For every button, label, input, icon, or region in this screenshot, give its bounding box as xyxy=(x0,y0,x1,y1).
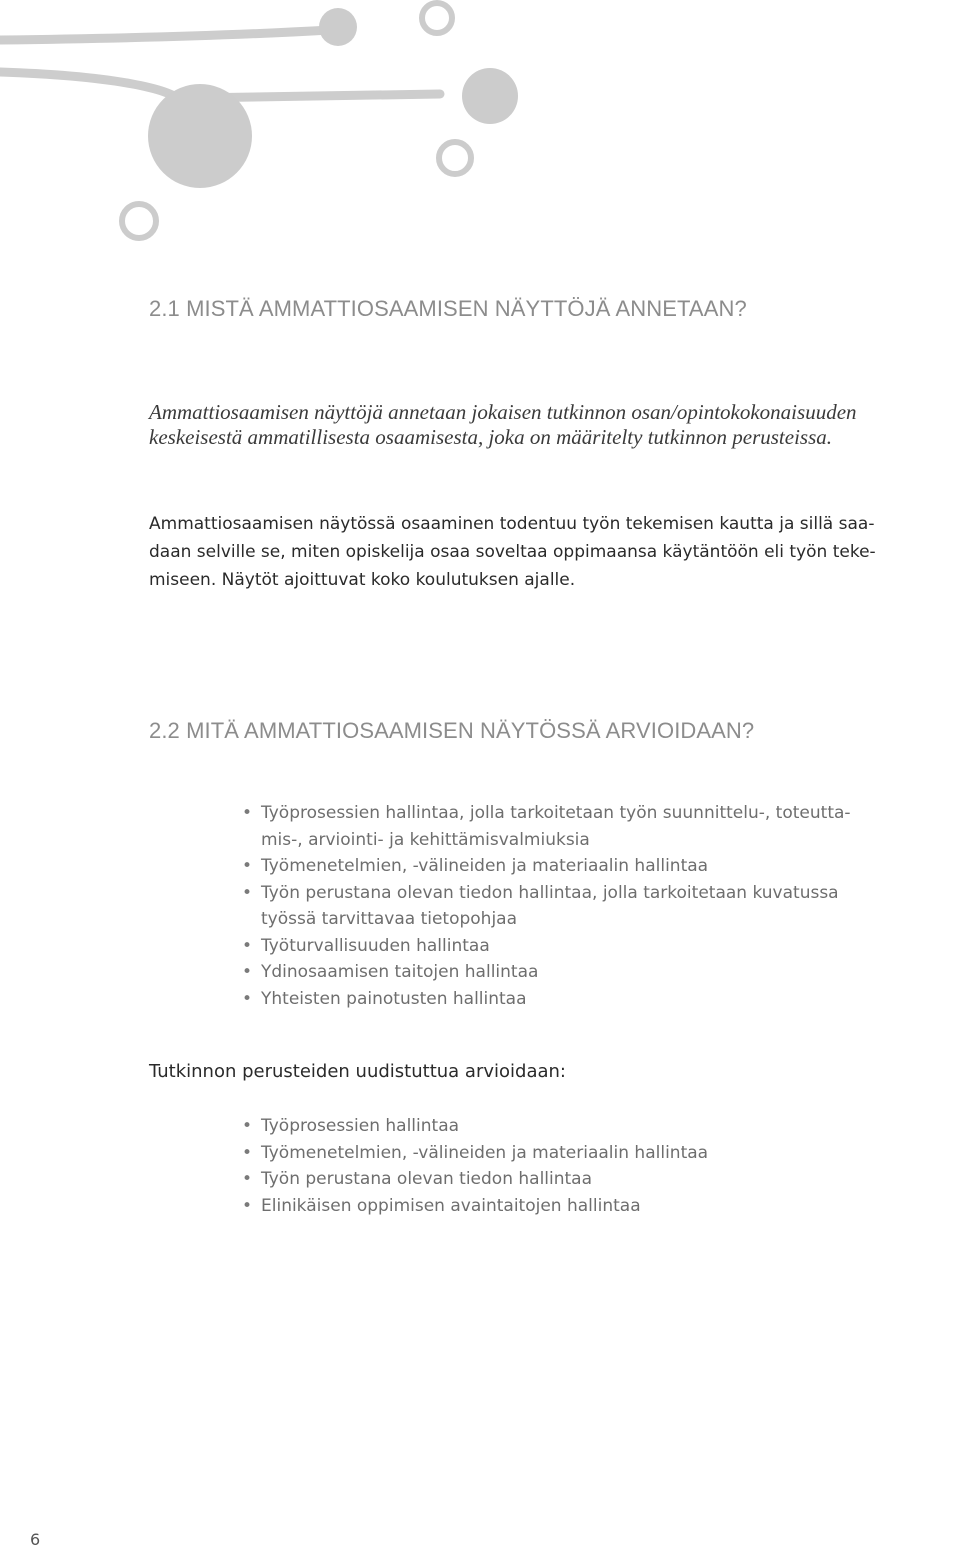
bullet-icon: • xyxy=(242,856,253,876)
list-item-text: Työprosessien hallintaa xyxy=(261,1116,460,1136)
decor-curve-2 xyxy=(0,72,180,100)
bullet-icon: • xyxy=(242,962,253,982)
list-item-text: Työn perustana olevan tiedon hallintaa, jolla tarkoitetaan kuvatussa xyxy=(261,882,839,903)
section-1-body xyxy=(149,510,957,594)
decor-ring-right xyxy=(439,142,471,174)
decorative-circles-graphic xyxy=(0,0,960,260)
body-line: daan selville se, miten opiskelija osaa soveltaa oppimaansa käytäntöön eli työn teke- xyxy=(149,542,876,562)
bullet-icon: • xyxy=(242,1116,253,1136)
bullet-icon: • xyxy=(242,935,253,956)
body-line: miseen. Näytöt ajoittuvat koko koulutuksen ajalle. xyxy=(149,570,576,590)
list-item-text: Elinikäisen oppimisen avaintaitojen hallintaa xyxy=(261,1195,641,1216)
body-line: Ammattiosaamisen näytössä osaaminen todentuu työn tekemisen kautta ja sillä saa- xyxy=(149,514,875,534)
renewed-criteria-subheading: Tutkinnon perusteiden uudistuttua arvioidaan: xyxy=(149,1061,566,1082)
list-item-text: Yhteisten painotusten hallintaa xyxy=(261,988,527,1009)
bullet-icon: • xyxy=(242,803,253,823)
list-item xyxy=(242,1113,708,1140)
section-1-heading: 2.1 MISTÄ AMMATTIOSAAMISEN NÄYTTÖJÄ ANNETAAN? xyxy=(149,296,747,321)
list-item xyxy=(242,1166,708,1193)
section-2-heading: 2.2 MITÄ AMMATTIOSAAMISEN NÄYTÖSSÄ ARVIOIDAAN? xyxy=(149,718,755,743)
list-item-text: Työprosessien hallintaa, jolla tarkoitetaan työn suunnittelu-, toteutta- xyxy=(261,803,851,823)
decor-curve-1 xyxy=(0,30,330,40)
bullet-icon: • xyxy=(242,1195,253,1216)
intro-line: Ammattiosaamisen näyttöjä annetaan jokaisen tutkinnon osan/opintokokonaisuuden xyxy=(149,400,857,424)
decor-circle-filled-mid xyxy=(462,68,518,124)
bullet-icon: • xyxy=(242,882,253,903)
list-item-text: Työn perustana olevan tiedon hallintaa xyxy=(261,1169,593,1189)
list-item xyxy=(242,853,851,880)
list-item xyxy=(242,933,851,960)
intro-line: keskeisestä ammatillisesta osaamisesta, joka on määritelty tutkinnon perusteissa. xyxy=(149,425,833,449)
bullet-icon: • xyxy=(242,1169,253,1189)
bullet-icon: • xyxy=(242,1142,253,1163)
bullet-icon: • xyxy=(242,988,253,1009)
list-item xyxy=(242,880,851,933)
list-item xyxy=(242,800,851,853)
list-item-text: Ydinosaamisen taitojen hallintaa xyxy=(261,962,539,982)
list-item xyxy=(242,1193,708,1220)
decor-circle-large-filled xyxy=(148,84,252,188)
list-item-text: Työmenetelmien, -välineiden ja materiaalin hallintaa xyxy=(261,856,709,876)
list-item xyxy=(242,986,851,1013)
list-item-text-cont: työssä tarvittavaa tietopohjaa xyxy=(261,909,518,929)
list-item xyxy=(242,959,851,986)
renewed-criteria-list xyxy=(242,1113,708,1219)
assessment-criteria-list xyxy=(242,800,851,1012)
decor-ring-left xyxy=(122,204,156,238)
list-item xyxy=(242,1140,708,1167)
section-1-intro xyxy=(149,400,957,450)
decor-circle-filled-top xyxy=(319,8,357,46)
list-item-text-cont: mis-, arviointi- ja kehittämisvalmiuksia xyxy=(261,829,590,850)
list-item-text: Työturvallisuuden hallintaa xyxy=(261,935,490,956)
list-item-text: Työmenetelmien, -välineiden ja materiaalin hallintaa xyxy=(261,1142,709,1163)
page-number: 6 xyxy=(30,1530,41,1549)
decor-ring-top xyxy=(422,3,452,33)
